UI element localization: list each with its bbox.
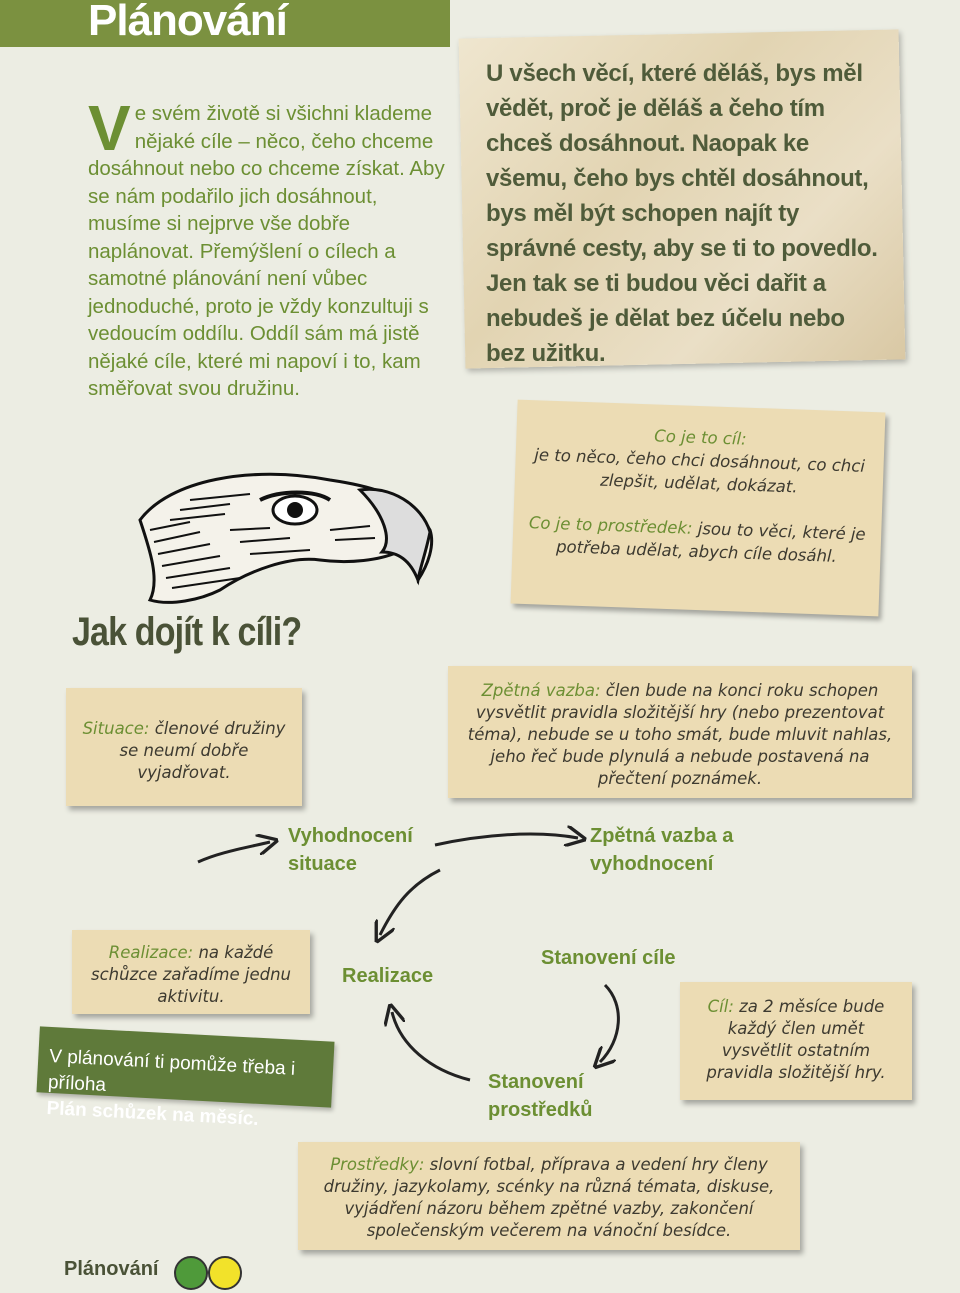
- situation-text: členové družiny se neumí dobře vyjadřovat.: [119, 719, 286, 782]
- feedback-text: člen bude na konci roku schopen vysvětlit pravidla složitější hry (nebo prezentovat téma), nebude se u toho smát, bude mluvit nahlas, jeho řeč bude plynulá a nebude postavená na přečtení poznámek.: [467, 681, 893, 788]
- page-title: Plánování: [88, 0, 287, 45]
- feedback-note: [448, 666, 912, 798]
- arrow-situation-to-evaluation: [198, 842, 270, 862]
- arrow-realization-loop: [392, 1012, 470, 1080]
- attachment-banner-name: Plán schůzek na měsíc.: [46, 1097, 260, 1131]
- arrow-goal-to-means: [600, 985, 618, 1062]
- situation-note: [66, 688, 302, 806]
- realization-label: Realizace:: [108, 943, 194, 962]
- step-feedback: Zpětná vazba a vyhodnocení: [590, 825, 734, 875]
- attachment-banner-text: [46, 1044, 335, 1137]
- intro-paragraph: [88, 92, 448, 403]
- footer-label: Plánování: [64, 1258, 159, 1280]
- realization-text: na každé schůzce zařadíme jednu aktivitu.: [90, 943, 292, 1006]
- green-dot-icon: [174, 1256, 208, 1290]
- means-definition-label: Co je to prostředek:: [528, 513, 693, 538]
- parchment-quote: U všech věcí, které děláš, bys měl vědět, proč je děláš a čeho tím chceš dosáhnout. Naopak ke všemu, čeho bys chtěl dosáhnout, bys měl být schopen najít ty správné cesty, aby se ti to povedlo. Jen tak se ti budou věci dařit a nebudeš je dělat bez účelu nebo bez užitku.: [486, 60, 878, 367]
- step-goal-setting: Stanovení cíle: [541, 947, 676, 969]
- step-means: Stanovení prostředků: [488, 1071, 593, 1121]
- realization-note: [72, 930, 310, 1014]
- situation-label: Situace:: [82, 719, 150, 738]
- goal-example-text: za 2 měsíce bude každý člen umět vysvětlit ostatním pravidla složitější hry.: [706, 997, 886, 1082]
- yellow-dot-icon: [208, 1256, 242, 1290]
- arrow-evaluation-to-feedback: [435, 834, 578, 845]
- arrow-feedback-to-realization: [380, 870, 440, 935]
- means-example-text: slovní fotbal, příprava a vedení hry členy družiny, jazykolamy, scénky na různá témata, diskuse, vyjádření názoru během zpětné vazby, zakončení společenským večerem na vánoční besídce.: [323, 1155, 775, 1240]
- section-title: Jak dojít k cíli?: [72, 610, 302, 654]
- intro-dropcap: V: [88, 92, 131, 164]
- eagle-head-illustration: [130, 460, 440, 610]
- goal-definition-label: Co je to cíl:: [653, 426, 747, 449]
- goal-example-label: Cíl:: [707, 997, 734, 1016]
- means-example-note: [298, 1142, 800, 1250]
- step-realization: Realizace: [342, 965, 434, 987]
- feedback-label: Zpětná vazba:: [481, 681, 601, 700]
- means-example-label: Prostředky:: [330, 1155, 425, 1174]
- intro-text: e svém životě si všichni klademe nějaké cíle – něco, čeho chceme dosáhnout nebo co chceme získat. Aby se nám podařilo jich dosáhnout, musíme si nejprve vše dobře naplánovat. Přemýšlení o cílech a samotné plánování není vůbec jednoduché, proto je vždy konzultuji s vedoucím oddílu. Oddíl sám má jistě nějaké cíle, které mi napoví i to, kam směřovat svou družinu.: [88, 102, 445, 400]
- means-definition-text: jsou to věci, které je potřeba udělat, abych cíle dosáhl.: [555, 519, 866, 566]
- goal-example-note: [680, 982, 912, 1100]
- attachment-banner-lead: V plánování ti pomůže třeba i příloha: [47, 1045, 296, 1096]
- step-evaluation: Vyhodnocení situace: [288, 825, 413, 875]
- goal-definition-text: je to něco, čeho chci dosáhnout, co chci zlepšit, udělat, dokázat.: [534, 445, 866, 497]
- definitions-note: [511, 400, 886, 617]
